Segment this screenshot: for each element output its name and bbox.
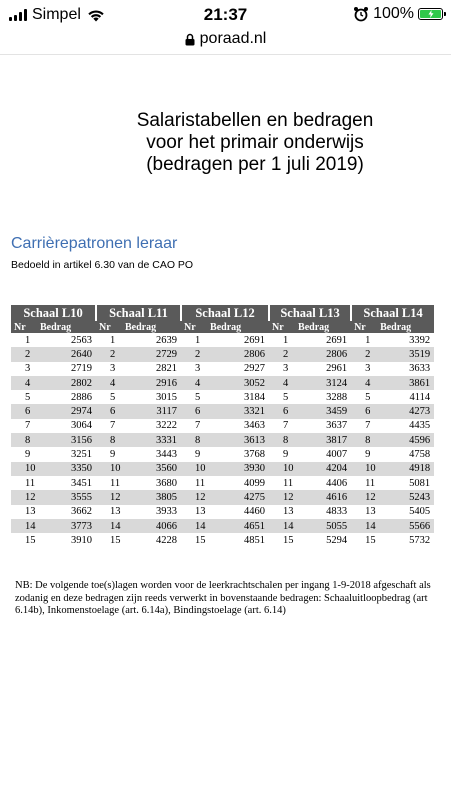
scale-header: Schaal L11 [96, 305, 181, 321]
step-number-cell: 13 [283, 506, 294, 518]
step-number-cell: 3 [110, 363, 116, 375]
salary-amount-cell: 3321 [206, 404, 269, 418]
salary-amount-cell: 2974 [36, 404, 96, 418]
column-header-bedrag: Bedrag [376, 321, 434, 333]
step-number-cell: 4 [11, 376, 36, 390]
section-subtitle: Bedoeld in artikel 6.30 van de CAO PO [11, 259, 194, 271]
step-number-cell: 3 [195, 363, 201, 375]
step-number-cell: 11 [365, 477, 376, 489]
title-line: Salaristabellen en bedragen [136, 110, 374, 131]
status-right [353, 5, 443, 23]
status-bar [0, 0, 451, 30]
step-number-cell: 9 [110, 449, 116, 461]
salary-amount-cell: 2691 [326, 334, 348, 346]
salary-amount-cell: 4114 [409, 391, 431, 403]
salary-amount-cell: 3930 [206, 462, 269, 476]
salary-amount-cell: 4651 [206, 519, 269, 533]
step-number-cell: 8 [269, 433, 294, 447]
salary-amount-cell: 4460 [244, 506, 266, 518]
step-number-cell: 11 [25, 477, 36, 489]
step-number-cell: 12 [351, 490, 376, 504]
salary-amount-cell: 3680 [156, 477, 178, 489]
step-number-cell: 1 [283, 334, 289, 346]
salary-amount-cell: 4228 [156, 534, 178, 546]
salary-amount-cell: 3768 [244, 449, 266, 461]
step-number-cell: 13 [365, 506, 376, 518]
step-number-cell: 12 [181, 490, 206, 504]
step-number-cell: 5 [195, 391, 201, 403]
salary-amount-cell: 2563 [71, 334, 93, 346]
clock: 21:37 [203, 5, 248, 24]
step-number-cell: 2 [96, 347, 121, 361]
battery-icon [418, 8, 443, 20]
step-number-cell: 1 [195, 334, 201, 346]
table-row [11, 519, 434, 533]
salary-amount-cell: 3222 [156, 420, 178, 432]
salary-amount-cell: 3633 [409, 363, 431, 375]
step-number-cell: 10 [96, 462, 121, 476]
column-header-nr: Nr [181, 321, 206, 333]
column-header-bedrag: Bedrag [294, 321, 351, 333]
step-number-cell: 14 [181, 519, 206, 533]
salary-amount-cell: 3015 [156, 391, 178, 403]
step-number-cell: 9 [195, 449, 201, 461]
salary-amount-cell: 2640 [36, 347, 96, 361]
step-number-cell: 4 [181, 376, 206, 390]
step-number-cell: 12 [269, 490, 294, 504]
salary-amount-cell: 2961 [326, 363, 348, 375]
column-header-nr: Nr [11, 321, 36, 333]
salary-amount-cell: 3459 [294, 404, 351, 418]
salary-amount-cell: 4406 [326, 477, 348, 489]
step-number-cell: 8 [96, 433, 121, 447]
salary-amount-cell: 2821 [156, 363, 178, 375]
salary-amount-cell: 4066 [121, 519, 181, 533]
step-number-cell: 14 [269, 519, 294, 533]
salary-table [11, 305, 434, 547]
step-number-cell: 10 [11, 462, 36, 476]
alarm-icon [353, 6, 369, 22]
step-number-cell: 8 [181, 433, 206, 447]
salary-amount-cell: 3451 [71, 477, 93, 489]
column-header-nr: Nr [351, 321, 376, 333]
salary-amount-cell: 4596 [376, 433, 434, 447]
salary-amount-cell: 3555 [36, 490, 96, 504]
lock-icon [185, 33, 195, 46]
step-number-cell: 2 [181, 347, 206, 361]
step-number-cell: 3 [283, 363, 289, 375]
salary-amount-cell: 2729 [121, 347, 181, 361]
salary-amount-cell: 4275 [206, 490, 269, 504]
salary-amount-cell: 3637 [326, 420, 348, 432]
title-line: voor het primair onderwijs [146, 132, 364, 153]
step-number-cell: 10 [181, 462, 206, 476]
column-header-bedrag: Bedrag [121, 321, 181, 333]
table-row [11, 433, 434, 447]
step-number-cell: 3 [365, 363, 371, 375]
salary-amount-cell: 3350 [36, 462, 96, 476]
table-row [11, 404, 434, 418]
salary-amount-cell: 2916 [121, 376, 181, 390]
step-number-cell: 3 [25, 363, 31, 375]
salary-amount-cell: 5081 [409, 477, 431, 489]
salary-amount-cell: 2806 [206, 347, 269, 361]
salary-amount-cell: 2927 [244, 363, 266, 375]
charging-bolt-icon [428, 10, 434, 18]
step-number-cell: 5 [283, 391, 289, 403]
salary-amount-cell: 3288 [326, 391, 348, 403]
step-number-cell: 12 [96, 490, 121, 504]
salary-amount-cell: 2802 [36, 376, 96, 390]
salary-amount-cell: 4007 [326, 449, 348, 461]
table-row [11, 376, 434, 390]
step-number-cell: 14 [351, 519, 376, 533]
table-row [11, 347, 434, 361]
step-number-cell: 7 [283, 420, 289, 432]
step-number-cell: 7 [110, 420, 116, 432]
step-number-cell: 9 [365, 449, 371, 461]
step-number-cell: 6 [351, 404, 376, 418]
step-number-cell: 11 [283, 477, 294, 489]
salary-amount-cell: 5732 [409, 534, 431, 546]
salary-amount-cell: 4204 [294, 462, 351, 476]
scale-header: Schaal L10 [11, 305, 96, 321]
salary-amount-cell: 2886 [71, 391, 93, 403]
carrier-name: Simpel [32, 6, 81, 23]
step-number-cell: 7 [25, 420, 31, 432]
step-number-cell: 5 [365, 391, 371, 403]
step-number-cell: 15 [283, 534, 294, 546]
table-row [11, 447, 434, 461]
step-number-cell: 10 [351, 462, 376, 476]
step-number-cell: 14 [11, 519, 36, 533]
address-bar-divider [0, 54, 451, 55]
scale-header: Schaal L13 [269, 305, 351, 321]
salary-amount-cell: 4435 [409, 420, 431, 432]
section-title: Carrièrepatronen leraar [11, 235, 178, 252]
salary-amount-cell: 3560 [121, 462, 181, 476]
step-number-cell: 13 [110, 506, 121, 518]
step-number-cell: 5 [110, 391, 116, 403]
page-title [90, 110, 420, 176]
table-row [11, 533, 434, 547]
battery-percentage: 100% [373, 5, 414, 22]
step-number-cell: 13 [195, 506, 206, 518]
table-row [11, 362, 434, 376]
column-header-bedrag: Bedrag [36, 321, 96, 333]
step-number-cell: 4 [351, 376, 376, 390]
step-number-cell: 6 [269, 404, 294, 418]
salary-amount-cell: 3817 [294, 433, 351, 447]
step-number-cell: 11 [195, 477, 206, 489]
step-number-cell: 2 [269, 347, 294, 361]
step-number-cell: 11 [110, 477, 121, 489]
table-row [11, 490, 434, 504]
table-row [11, 333, 434, 347]
step-number-cell: 4 [269, 376, 294, 390]
step-number-cell: 15 [195, 534, 206, 546]
step-number-cell: 1 [365, 334, 371, 346]
step-number-cell: 1 [25, 334, 31, 346]
salary-amount-cell: 3124 [294, 376, 351, 390]
salary-amount-cell: 4758 [409, 449, 431, 461]
salary-amount-cell: 3443 [156, 449, 178, 461]
salary-amount-cell: 3773 [36, 519, 96, 533]
salary-amount-cell: 3156 [36, 433, 96, 447]
salary-amount-cell: 3805 [121, 490, 181, 504]
step-number-cell: 14 [96, 519, 121, 533]
salary-amount-cell: 3933 [156, 506, 178, 518]
salary-amount-cell: 3052 [206, 376, 269, 390]
step-number-cell: 8 [351, 433, 376, 447]
table-row [11, 462, 434, 476]
salary-amount-cell: 2719 [71, 363, 93, 375]
salary-amount-cell: 4851 [244, 534, 266, 546]
step-number-cell: 6 [96, 404, 121, 418]
salary-amount-cell: 3613 [206, 433, 269, 447]
step-number-cell: 6 [181, 404, 206, 418]
step-number-cell: 2 [351, 347, 376, 361]
step-number-cell: 15 [365, 534, 376, 546]
step-number-cell: 8 [11, 433, 36, 447]
salary-amount-cell: 3064 [71, 420, 93, 432]
step-number-cell: 1 [110, 334, 116, 346]
table-row [11, 419, 434, 433]
salary-amount-cell: 4273 [376, 404, 434, 418]
step-number-cell: 2 [11, 347, 36, 361]
column-header-nr: Nr [269, 321, 294, 333]
scale-header: Schaal L14 [351, 305, 434, 321]
salary-amount-cell: 5055 [294, 519, 351, 533]
salary-amount-cell: 3910 [71, 534, 93, 546]
salary-amount-cell: 4833 [326, 506, 348, 518]
salary-amount-cell: 3519 [376, 347, 434, 361]
salary-amount-cell: 2691 [244, 334, 266, 346]
step-number-cell: 13 [25, 506, 36, 518]
step-number-cell: 7 [365, 420, 371, 432]
step-number-cell: 12 [11, 490, 36, 504]
salary-amount-cell: 5243 [376, 490, 434, 504]
salary-table-body [11, 333, 434, 547]
salary-amount-cell: 4099 [244, 477, 266, 489]
step-number-cell: 6 [11, 404, 36, 418]
salary-amount-cell: 2639 [156, 334, 178, 346]
salary-amount-cell: 3184 [244, 391, 266, 403]
step-number-cell: 9 [283, 449, 289, 461]
column-header-nr: Nr [96, 321, 121, 333]
salary-amount-cell: 5405 [409, 506, 431, 518]
salary-amount-cell: 4918 [376, 462, 434, 476]
title-line: (bedragen per 1 juli 2019) [146, 154, 364, 175]
salary-amount-cell: 3331 [121, 433, 181, 447]
step-number-cell: 15 [25, 534, 36, 546]
salary-amount-cell: 3662 [71, 506, 93, 518]
salary-amount-cell: 3117 [121, 404, 181, 418]
salary-amount-cell: 3861 [376, 376, 434, 390]
url-text[interactable]: poraad.nl [199, 30, 267, 47]
step-number-cell: 5 [25, 391, 31, 403]
scale-header: Schaal L12 [181, 305, 269, 321]
column-header-bedrag: Bedrag [206, 321, 269, 333]
step-number-cell: 7 [195, 420, 201, 432]
table-row [11, 505, 434, 519]
step-number-cell: 15 [110, 534, 121, 546]
step-number-cell: 4 [96, 376, 121, 390]
salary-amount-cell: 5294 [326, 534, 348, 546]
address-bar[interactable] [0, 28, 451, 50]
table-row [11, 476, 434, 490]
step-number-cell: 9 [25, 449, 31, 461]
salary-amount-cell: 3463 [244, 420, 266, 432]
footnote: NB: De volgende toe(s)lagen worden voor de leerkrachtschalen per ingang 1-9-2018 afgeschaft als zodanig en deze bedragen zijn reeds verwerkt in bovenstaande bedragen: Schaaluitloopbedrag (art 6.14b), Inkomenstoelage (art. 6.14a), Bindingstoelage (art. 6.14) [15, 580, 431, 616]
salary-amount-cell: 3392 [409, 334, 431, 346]
step-number-cell: 10 [269, 462, 294, 476]
salary-amount-cell: 5566 [376, 519, 434, 533]
salary-amount-cell: 3251 [71, 449, 93, 461]
column-header-row [11, 321, 434, 333]
salary-amount-cell: 4616 [294, 490, 351, 504]
table-row [11, 390, 434, 404]
salary-amount-cell: 2806 [294, 347, 351, 361]
